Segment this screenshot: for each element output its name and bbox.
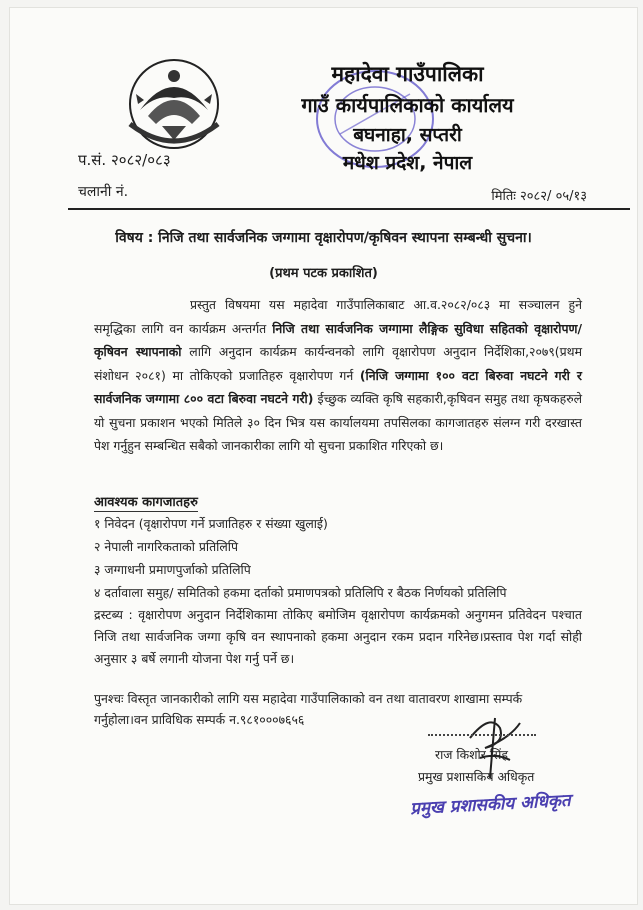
header-divider	[68, 208, 630, 210]
header-province: मधेश प्रदेश, नेपाल	[342, 152, 473, 174]
doc-item: ३ जग्गाधनी प्रमाणपुर्जाको प्रतिलिपि	[94, 562, 251, 577]
doc-item: १ निवेदन (वृक्षारोपण गर्ने प्रजातिहरु र संख्या खुलाई)	[94, 516, 328, 531]
notice-body	[94, 293, 582, 458]
body-text-1: प्रस्तुत विषयमा यस महादेवा गाउँपालिकाबाट आ.व.२०८२/०८३ मा सञ्चालन हुने समृद्धिका लागि वन कार्यक्रम अन्तर्गत	[94, 297, 582, 336]
header-address: बघनाहा, सप्तरी	[353, 124, 462, 146]
body-bold-2: (निजि जग्गामा १०० वटा बिरुवा नघटने गरी र सार्वजनिक जग्गामा ८०० वटा बिरुवा नघटने गरी)	[94, 367, 583, 406]
notice-subject: विषय : निजि तथा सार्वजनिक जग्गामा वृक्षारोपण/कृषिवन स्थापना सम्बन्धी सुचना।	[115, 230, 532, 246]
body-text-2: लागि अनुदान कार्यक्रम कार्यन्वनको लागि वृक्षारोपण अनुदान निर्देशिका,२०७९(प्रथम संशोधन २०८१) मा तोकिएको प्रजातिहरु वृक्षारोपण गर्न	[94, 344, 583, 383]
notice-note: द्रस्टब्य : वृक्षारोपण अनुदान निर्देशिकामा तोकिए बमोजिम वृक्षारोपण कार्यक्रमको अनुगमन प्रतिवेदन पश्चात निजि तथा सार्वजनिक जग्गा कृषि वन स्थापनाको हकमा अनुदान रकम प्रदान गरिनेछ।प्रस्ताव पेश गर्दा सोही अनुसार ३ बर्षे लगानी योजना पेश गर्नु पर्ने छ।	[94, 607, 582, 666]
required-docs-title: आवश्यक कागजातहरु	[94, 492, 198, 512]
header-municipality: महादेवा गाउँपालिका	[331, 62, 484, 86]
edition-label: (प्रथम पटक प्रकाशित)	[269, 266, 378, 281]
header-office: गाउँ कार्यपालिकाको कार्यालय	[301, 93, 514, 117]
signatory-title: प्रमुख प्रशासकिय अधिकृत	[418, 769, 535, 784]
notice-page	[10, 8, 637, 904]
doc-item: ४ दर्तावाला समुह/ समितिको हकमा दर्ताको प्रमाणपत्रको प्रतिलिपि र बैठक निर्णयको प्रतिलिपि	[94, 585, 507, 600]
dispatch-number: चलानी नं.	[78, 184, 129, 200]
body-text-3: ईच्छुक व्यक्ति कृषि सहकारी,कृषिवन समुह तथा कृषकहरुले यो सुचना प्रकाशन भएको मितिले ३० दिन भित्र यस कार्यालयमा तपसिलका कागजातहरु संलग्न गरी दरखास्त पेश गर्नुहुन सम्बन्धित सबैको जानकारीका लागि यो सुचना प्रकाशित गरिएको छ।	[94, 391, 583, 453]
signature-line	[428, 734, 536, 736]
notice-date: मितिः २०८२/ ०५/१३	[491, 189, 587, 204]
signatory-name: राज किशोर सिंह	[435, 747, 508, 762]
designation-stamp: प्रमुख प्रशासकीय अधिकृत	[409, 790, 572, 820]
body-bold-1: निजि तथा सार्वजनिक जग्गामा लैङ्गिक सुविधा सहितको वृक्षारोपण/कृषिवन स्थापनाको	[94, 320, 582, 359]
doc-item: २ नेपाली नागरिकताको प्रतिलिपि	[94, 539, 239, 554]
contact-info: पुनश्चः विस्तृत जानकारीको लागि यस महादेवा गाउँपालिकाको वन तथा वातावरण शाखामा सम्पर्क गर्नुहोला।वन प्राविधिक सम्पर्क न.९८१०००७६५६	[94, 691, 523, 727]
reference-number: प.सं. २०८२/०८३	[78, 151, 171, 169]
